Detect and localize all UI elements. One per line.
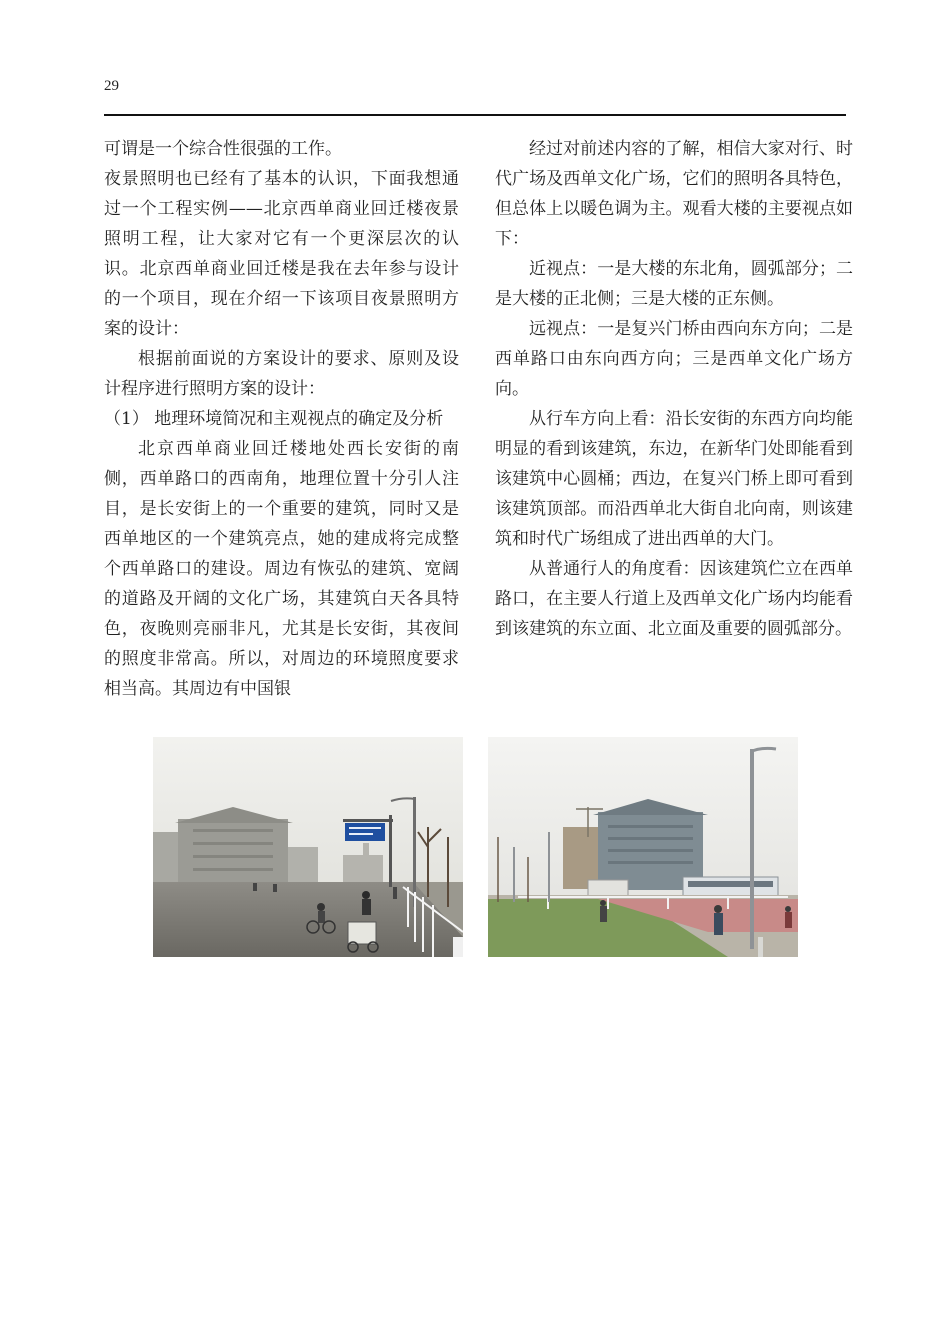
paragraph: 夜景照明也已经有了基本的认识，下面我想通过一个工程实例——北京西单商业回迁楼夜景照明工程，让大家对它有一个更深层次的认识。北京西单商业回迁楼是我在去年参与设计的一个项目，现在介绍一下该项目夜景照明方案的设计：	[104, 169, 459, 339]
right-column	[495, 134, 853, 644]
plaza-photo	[488, 737, 798, 957]
page-number: 29	[104, 78, 119, 94]
paragraph: 经过对前述内容的了解，相信大家对行、时代广场及西单文化广场，它们的照明各具特色，但总体上以暖色调为主。观看大楼的主要视点如下：	[495, 139, 853, 249]
paragraph: 从普通行人的角度看：因该建筑伫立在西单路口，在主要人行道上及西单文化广场内均能看到该建筑的东立面、北立面及重要的圆弧部分。	[495, 559, 853, 639]
paragraph: 远视点：一是复兴门桥由西向东方向；二是西单路口由东向西方向；三是西单文化广场方向。	[495, 319, 853, 399]
paragraph: 根据前面说的方案设计的要求、原则及设计程序进行照明方案的设计：	[104, 349, 459, 399]
paragraph: 近视点：一是大楼的东北角，圆弧部分；二是大楼的正北侧；三是大楼的正东侧。	[495, 259, 853, 309]
section-heading: （1） 地理环境简况和主观视点的确定及分析	[104, 409, 444, 429]
street-photo	[153, 737, 463, 957]
paragraph: 从行车方向上看：沿长安街的东西方向均能明显的看到该建筑，东边，在新华门处即能看到该建筑中心圆桶；西边，在复兴门桥上即可看到该建筑顶部。而沿西单北大街自北向南，则该建筑和时代广场组成了进出西单的大门。	[495, 409, 853, 549]
left-column	[104, 134, 459, 704]
header-rule	[104, 114, 846, 116]
paragraph: 可谓是一个综合性很强的工作。	[104, 139, 342, 159]
paragraph: 北京西单商业回迁楼地处西长安街的南侧，西单路口的西南角，地理位置十分引人注目，是长安街上的一个重要的建筑，同时又是西单地区的一个建筑亮点，她的建成将完成整个西单路口的建设。周边有恢弘的建筑、宽阔的道路及开阔的文化广场，其建筑白天各具特色，夜晚则亮丽非凡，尤其是长安街，其夜间的照度非常高。所以，对周边的环境照度要求相当高。其周边有中国银	[104, 439, 459, 699]
